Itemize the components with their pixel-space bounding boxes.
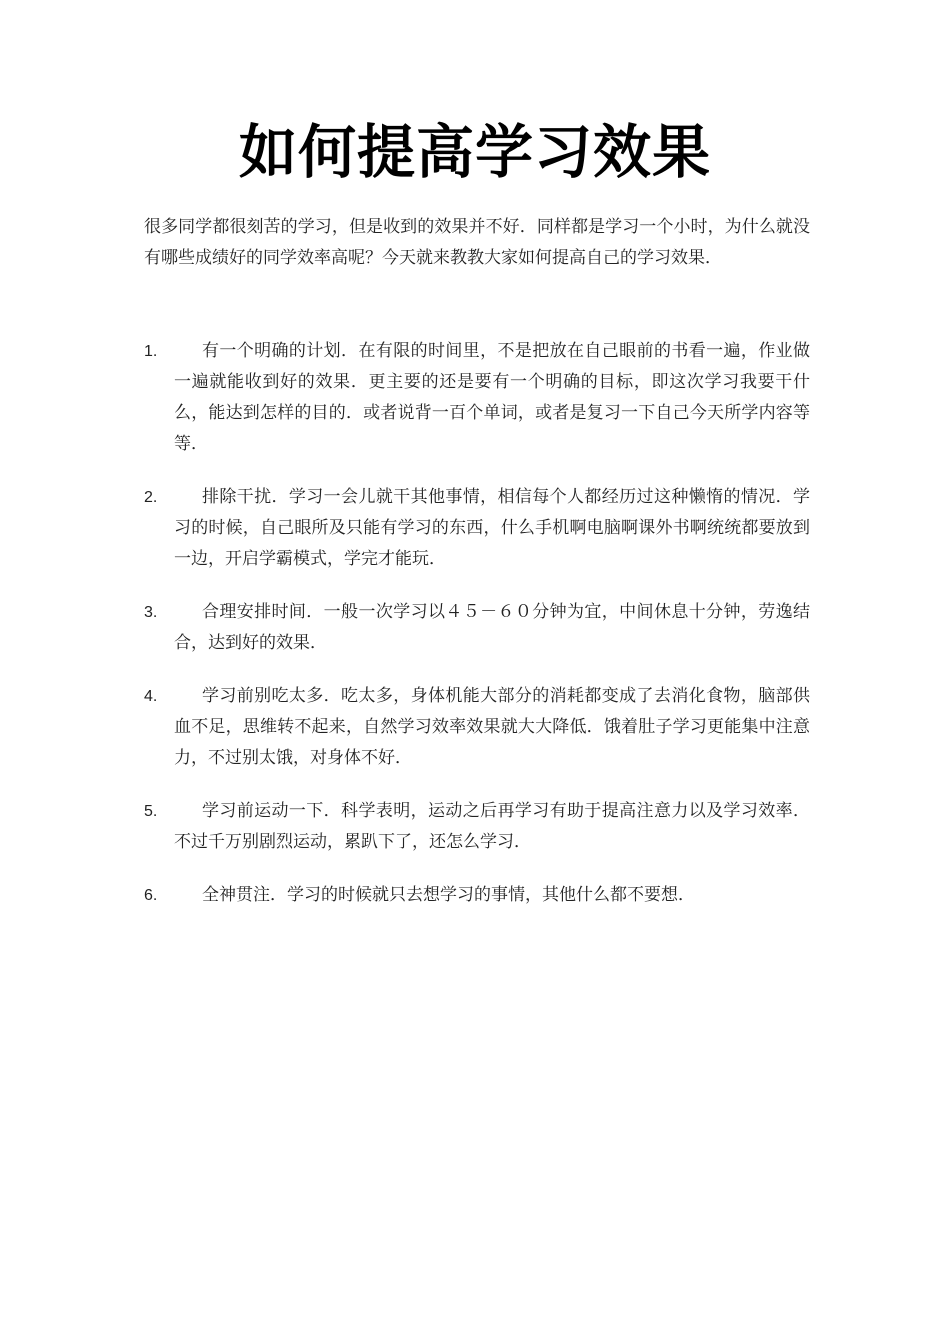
list-item bbox=[144, 796, 810, 858]
steps-list bbox=[144, 336, 810, 911]
list-item-number: 1. bbox=[144, 343, 158, 360]
list-item-number: 4. bbox=[144, 688, 158, 705]
list-item-text: 合理安排时间．一般一次学习以４５－６０分钟为宜，中间休息十分钟，劳逸结合，达到好的效果． bbox=[174, 602, 810, 653]
list-item-number: 3. bbox=[144, 604, 158, 621]
list-item bbox=[144, 681, 810, 774]
list-item-number: 5. bbox=[144, 803, 158, 820]
list-item-text: 有一个明确的计划．在有限的时间里，不是把放在自己眼前的书看一遍，作业做一遍就能收到好的效果．更主要的还是要有一个明确的目标，即这次学习我要干什么，能达到怎样的目的．或者说背一百个单词，或者是复习一下自己今天所学内容等等． bbox=[174, 341, 810, 454]
list-item-text: 学习前运动一下．科学表明，运动之后再学习有助于提高注意力以及学习效率．不过千万别剧烈运动，累趴下了，还怎么学习． bbox=[174, 801, 810, 852]
page-title: 如何提高学习效果 bbox=[238, 118, 711, 186]
list-item-text: 学习前别吃太多．吃太多，身体机能大部分的消耗都变成了去消化食物，脑部供血不足，思维转不起来，自然学习效率效果就大大降低．饿着肚子学习更能集中注意力，不过别太饿，对身体不好． bbox=[174, 686, 810, 768]
intro-paragraph: 很多同学都很刻苦的学习，但是收到的效果并不好．同样都是学习一个小时，为什么就没有哪些成绩好的同学效率高呢？今天就来教教大家如何提高自己的学习效果． bbox=[144, 217, 810, 268]
list-item bbox=[144, 597, 810, 659]
list-item bbox=[144, 880, 810, 911]
list-item bbox=[144, 336, 810, 460]
list-item-text: 排除干扰．学习一会儿就干其他事情，相信每个人都经历过这种懒惰的情况．学习的时候，自己眼所及只能有学习的东西，什么手机啊电脑啊课外书啊统统都要放到一边，开启学霸模式，学完才能玩． bbox=[174, 487, 810, 569]
list-item-number: 2. bbox=[144, 489, 158, 506]
list-item-text: 全神贯注．学习的时候就只去想学习的事情，其他什么都不要想． bbox=[202, 885, 695, 905]
list-item-number: 6. bbox=[144, 887, 158, 904]
list-item bbox=[144, 482, 810, 575]
